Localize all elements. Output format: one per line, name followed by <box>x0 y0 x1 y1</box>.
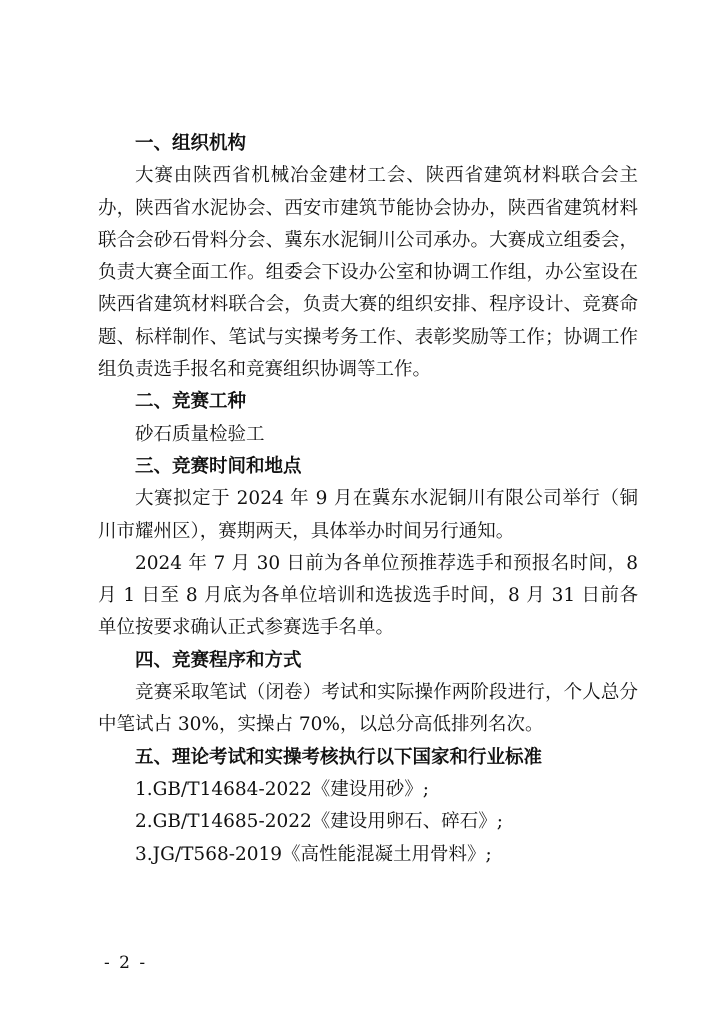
page-number: - 2 - <box>104 953 148 973</box>
section-body-organization: 大赛由陕西省机械冶金建材工会、陕西省建筑材料联合会主办，陕西省水泥协会、西安市建筑节能协会协办，陕西省建筑材料联合会砂石骨料分会、冀东水泥铜川公司承办。大赛成立组委会，负责大赛全面工作。组委会下设办公室和协调工作组，办公室设在陕西省建筑材料联合会，负责大赛的组织安排、程序设计、竞赛命题、标样制作、笔试与实操考务工作、表彰奖励等工作；协调工作组负责选手报名和竞赛组织协调等工作。 <box>98 165 638 381</box>
standard-item: 1.GB/T14684-2022《建设用砂》; <box>135 778 430 800</box>
section-heading-procedure: 四、竞赛程序和方式 <box>135 649 302 671</box>
section-body-procedure: 竞赛采取笔试（闭卷）考试和实际操作两阶段进行，个人总分中笔试占 30%，实操占 70%，以总分高低排列名次。 <box>98 682 638 736</box>
section-heading-standards: 五、理论考试和实操考核执行以下国家和行业标准 <box>135 746 543 768</box>
section-heading-organization: 一、组织机构 <box>135 133 247 154</box>
section-body-work-type: 砂石质量检验工 <box>135 423 265 445</box>
section-body-time-place-2: 2024 年 7 月 30 日前为各单位预推荐选手和预报名时间，8 月 1 日至 8 月底为各单位培训和选拔选手时间，8 月 31 日前各单位按要求确认正式参赛选手名单。 <box>98 552 638 639</box>
section-body-time-place-1: 大赛拟定于 2024 年 9 月在冀东水泥铜川有限公司举行（铜川市耀州区），赛期两天，具体举办时间另行通知。 <box>98 488 638 542</box>
document-content <box>98 128 638 871</box>
section-heading-work-type: 二、竞赛工种 <box>135 391 247 413</box>
standard-item: 3.JG/T568-2019《高性能混凝土用骨料》; <box>135 843 492 865</box>
section-heading-time-place: 三、竞赛时间和地点 <box>135 455 302 477</box>
standard-item: 2.GB/T14685-2022《建设用卵石、碎石》; <box>135 811 504 833</box>
